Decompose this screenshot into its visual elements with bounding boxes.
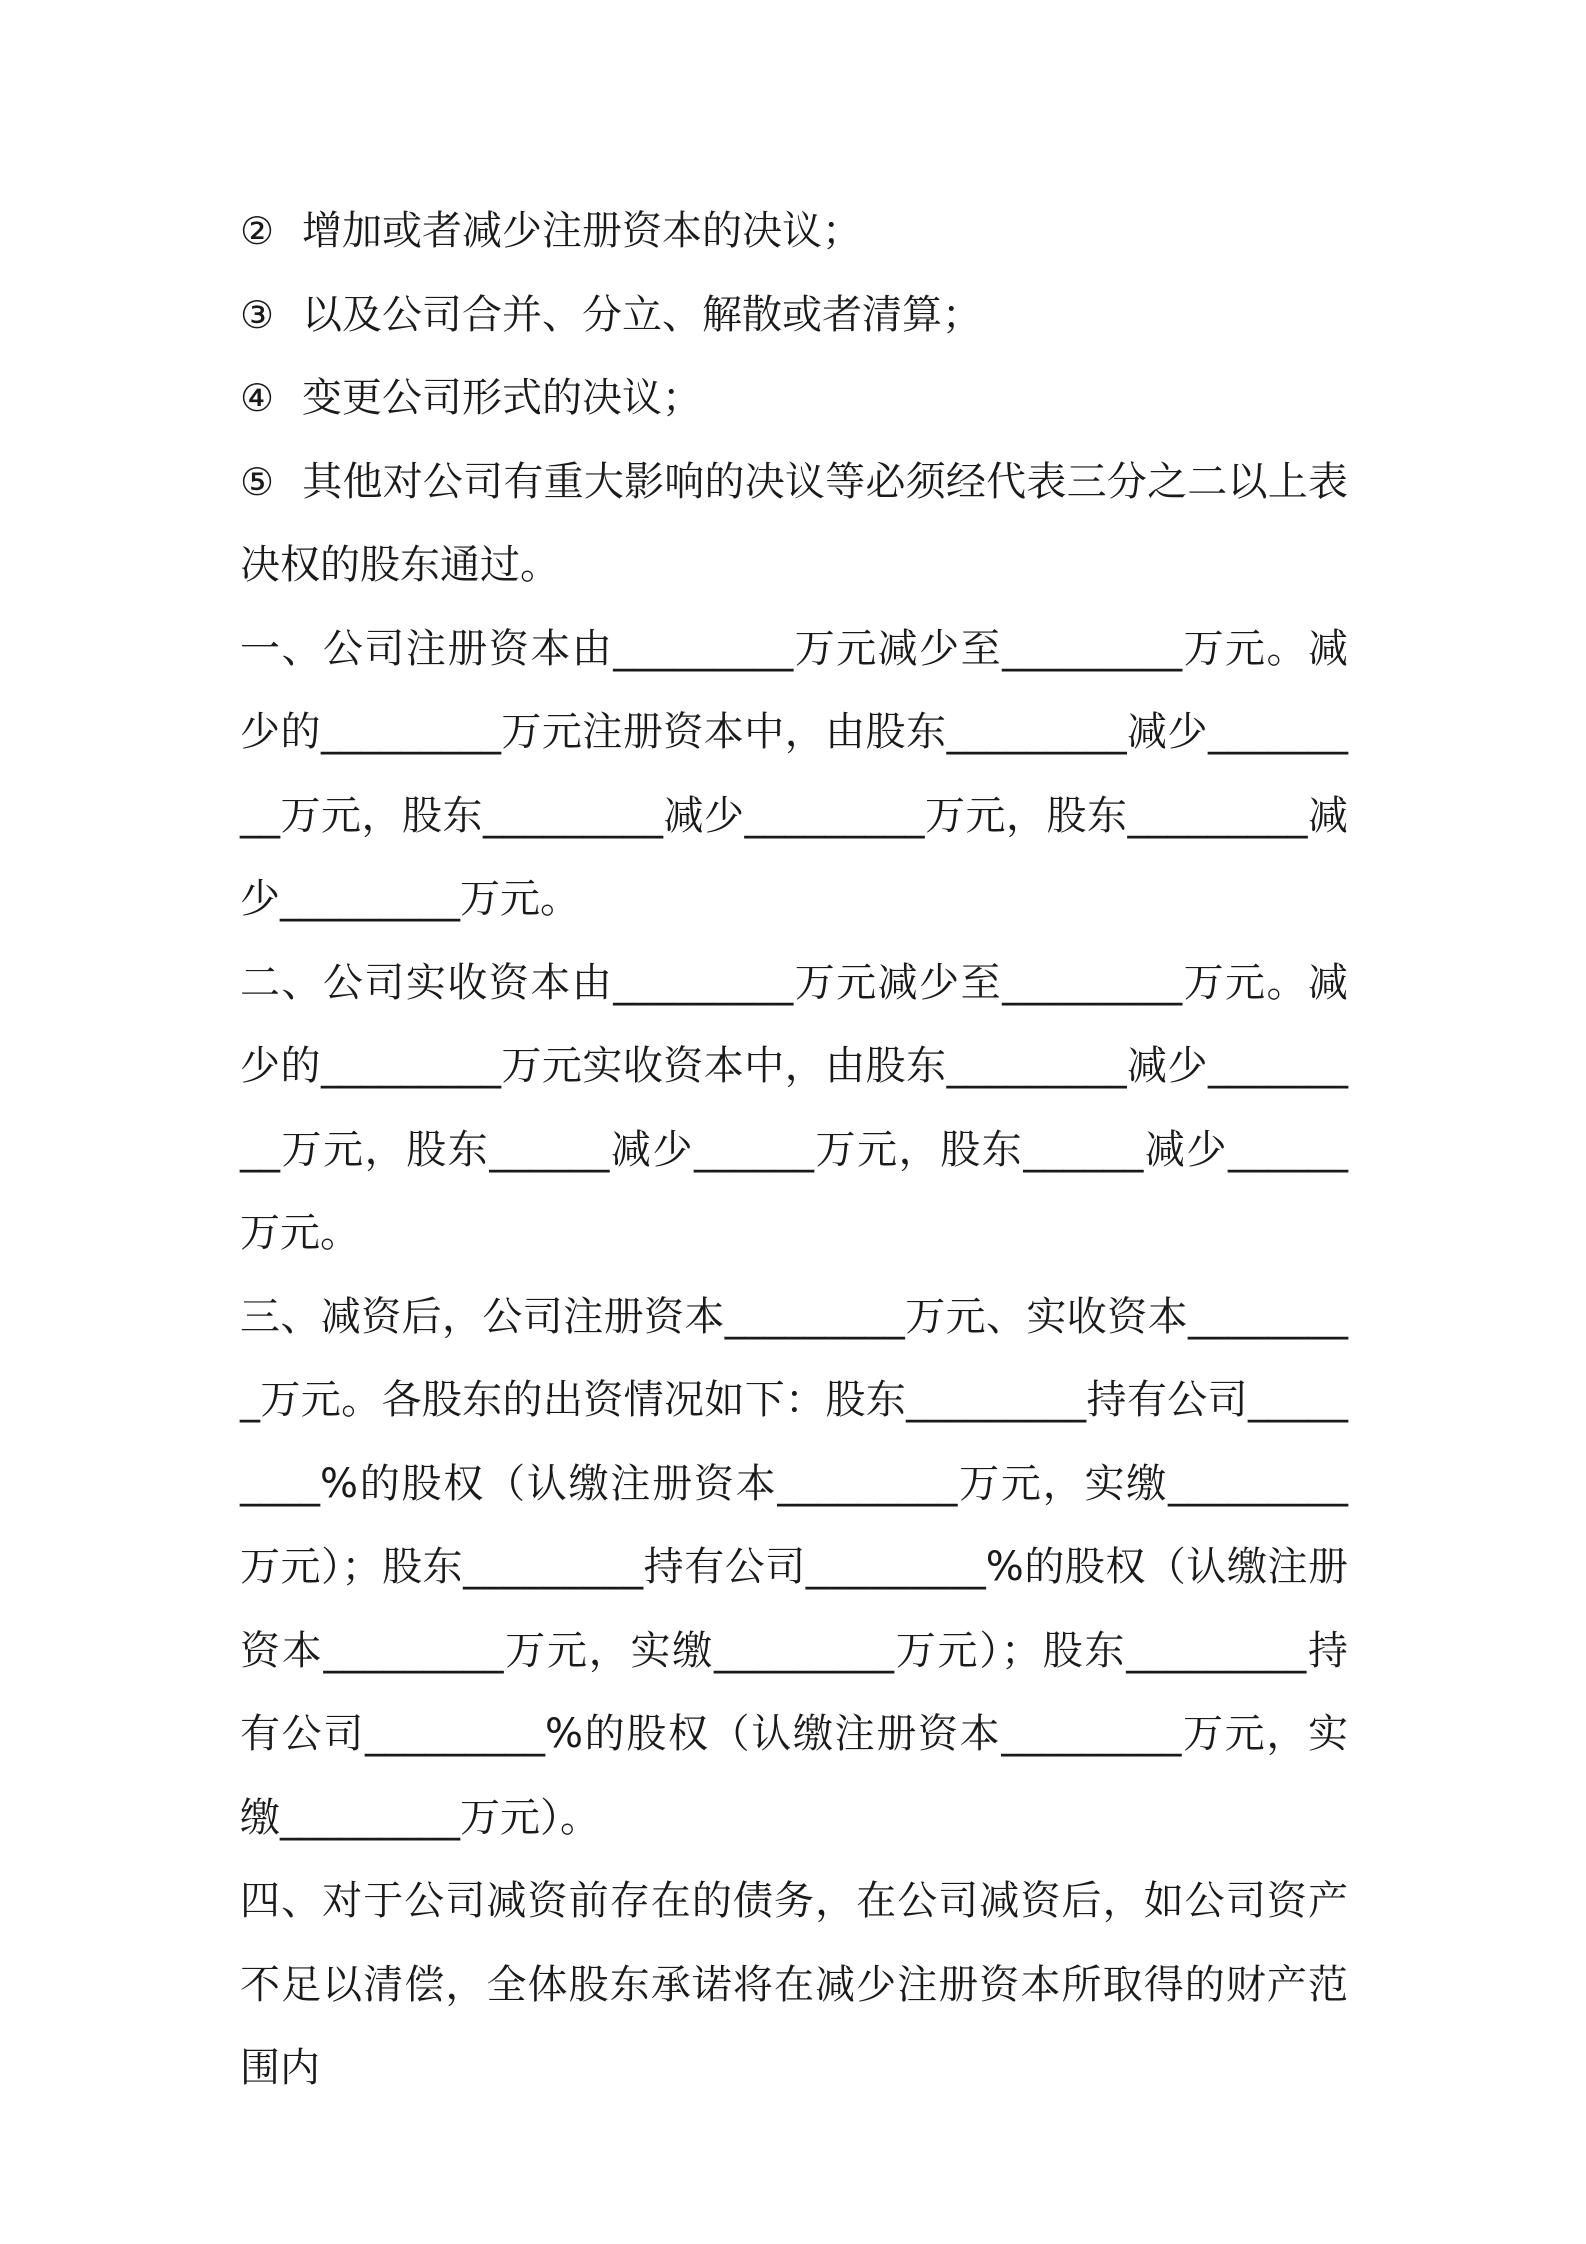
list-item-2 <box>240 190 1348 274</box>
item-text: 其他对公司有重大影响的决议等必须经代表三分之二以上表决权的股东通过。 <box>240 458 1348 588</box>
paragraph-debts: 四、对于公司减资前存在的债务，在公司减资后，如公司资产不足以清偿，全体股东承诺将在减少注册资本所取得的财产范围内 <box>240 1878 1348 2091</box>
list-item-3 <box>240 274 1348 358</box>
item-text: 以及公司合并、分立、解散或者清算； <box>302 291 982 338</box>
list-item-4 <box>240 357 1348 441</box>
item-marker: ③ <box>240 292 275 337</box>
paragraph-registered-capital: 一、公司注册资本由_________万元减少至_________万元。减少的_________万元注册资本中，由股东_________减少_________万元，股东_________减少_________万元，股东_________减少_________万元。 <box>240 625 1348 922</box>
list-item-5 <box>240 441 1348 608</box>
item-text: 增加或者减少注册资本的决议； <box>302 208 862 254</box>
paragraph-after-reduction: 三、减资后，公司注册资本_________万元、实收资本_________万元。各股东的出资情况如下：股东_________持有公司_________%的股权（认缴注册资本_________万元，实缴_________万元）；股东_________持有公司_________%的股权（认缴注册资本_________万元，实缴_________万元）；股东_________持有公司_________%的股权（认缴注册资本_________万元，实缴_________万元）。 <box>240 1293 1348 1841</box>
item-marker: ⑤ <box>240 459 275 504</box>
item-marker: ④ <box>240 376 275 420</box>
document-page <box>240 190 1348 2111</box>
paragraph-paid-in-capital: 二、公司实收资本由_________万元减少至_________万元。减少的_________万元实收资本中，由股东_________减少_________万元，股东______减少______万元，股东______减少______万元。 <box>240 959 1348 1256</box>
item-text: 变更公司形式的决议； <box>302 375 702 421</box>
item-marker: ② <box>240 209 275 253</box>
